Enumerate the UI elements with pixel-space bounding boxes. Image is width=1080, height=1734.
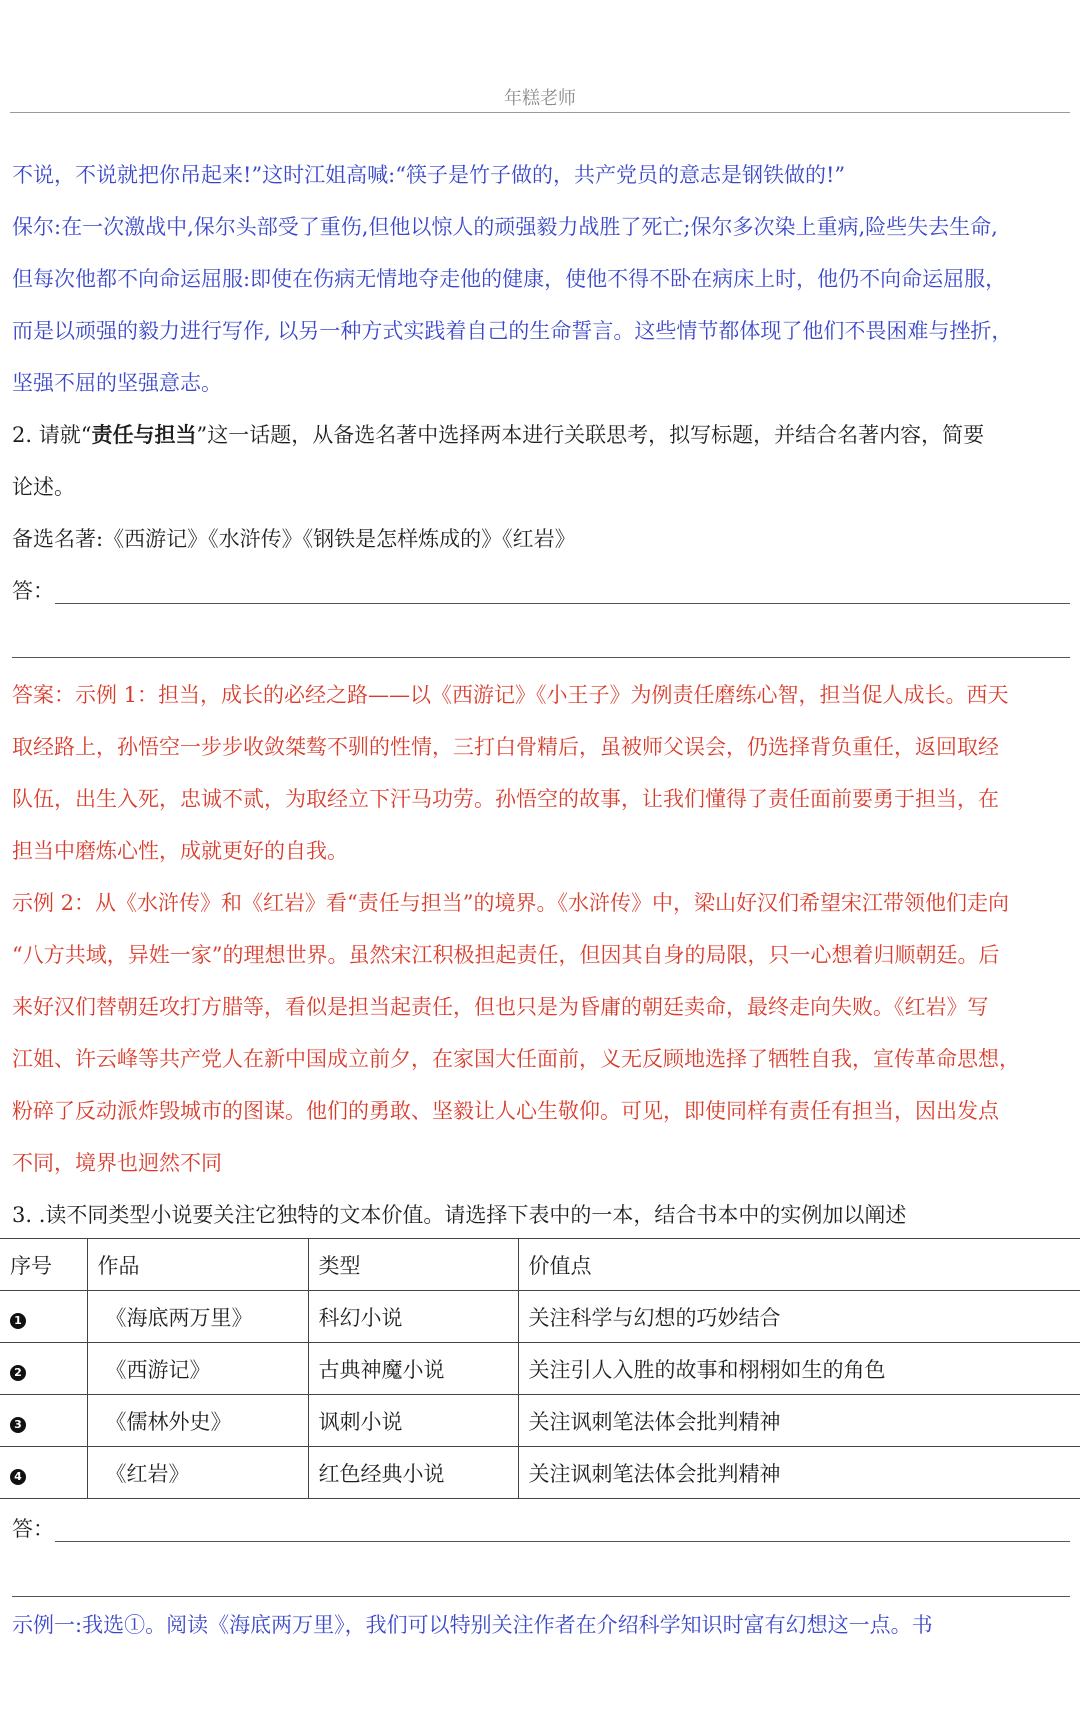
answer-text-line: 江姐、许云峰等共产党人在新中国成立前夕，在家国大任面前，义无反顾地选择了牺牲自我，宣传革命思想，: [12, 1047, 1020, 1071]
answer-text-line: 取经路上，孙悟空一步步收敛桀骜不驯的性情，三打白骨精后，虽被师父误会，仍选择背负重任，返回取经: [12, 735, 999, 759]
answer-label: 答：: [12, 1517, 54, 1541]
text-line: 而是以顽强的毅力进行写作, 以另一种方式实践着自己的生命誓言。这些情节都体现了他们不畏困难与挫折，: [12, 319, 1013, 343]
row-number-cell: [0, 1447, 87, 1499]
answer-line: [12, 657, 1070, 658]
answer-text-line: 不同，境界也迥然不同: [12, 1151, 222, 1175]
answer-text-line: 来好汉们替朝廷攻打方腊等，看似是担当起责任，但也只是为昏庸的朝廷卖命，最终走向失败。《红岩》写: [12, 995, 989, 1019]
question-3: 3. .读不同类型小说要关注它独特的文本价值。请选择下表中的一本，结合书本中的实例加以阐述: [12, 1203, 907, 1227]
circled-number-badge: 2: [10, 1365, 26, 1381]
answer-text-line: 粉碎了反动派炸毁城市的图谋。他们的勇敢、坚毅让人心生敬仰。可见，即使同样有责任有担当，因出发点: [12, 1099, 999, 1123]
table-row: [0, 1343, 1080, 1395]
type-cell: 讽刺小说: [308, 1395, 518, 1447]
row-number-cell: [0, 1343, 87, 1395]
table-header-cell: 作品: [87, 1239, 308, 1291]
answer-label: 答：: [12, 579, 54, 603]
work-cell: 《儒林外史》: [87, 1395, 308, 1447]
circled-number-badge: 1: [10, 1313, 26, 1329]
text-line: 坚强不屈的坚强意志。: [12, 371, 222, 395]
answer-text-line: 示例 2：从《水浒传》和《红岩》看“责任与担当”的境界。《水浒传》中，梁山好汉们希望宋江带领他们走向: [12, 891, 1010, 915]
header-divider: [10, 112, 1070, 113]
question-2-topic: 责任与担当: [91, 422, 197, 447]
question-2: [12, 418, 1068, 452]
text-line: 不说，不说就把你吊起来!”这时江姐高喊:“筷子是竹子做的，共产党员的意志是钢铁做的!”: [12, 163, 846, 187]
answer-text-line: 答案：示例 1：担当，成长的必经之路——以《西游记》《小王子》为例责任磨练心智，担当促人成长。西天: [12, 683, 1009, 707]
circled-number-badge: 4: [10, 1469, 26, 1485]
question-2-continuation: 论述。: [12, 475, 75, 499]
answer-text-line: “八方共域，异姓一家”的理想世界。虽然宋江积极担起责任，但因其自身的局限，只一心想着归顺朝廷。后: [12, 943, 1000, 967]
table-row: [0, 1447, 1080, 1499]
row-number-cell: [0, 1291, 87, 1343]
type-cell: 古典神魔小说: [308, 1343, 518, 1395]
text-line: 但每次他都不向命运屈服:即使在伤病无情地夺走他的健康，使他不得不卧在病床上时，他仍不向命运屈服，: [12, 267, 1007, 291]
table-row: [0, 1291, 1080, 1343]
table-row: [0, 1395, 1080, 1447]
answer-line: [55, 1541, 1070, 1542]
works-table: [0, 1238, 1080, 1499]
table-header-cell: 价值点: [518, 1239, 1080, 1291]
type-cell: 科幻小说: [308, 1291, 518, 1343]
value-cell: 关注讽刺笔法体会批判精神: [518, 1447, 1080, 1499]
value-cell: 关注科学与幻想的巧妙结合: [518, 1291, 1080, 1343]
work-cell: 《红岩》: [87, 1447, 308, 1499]
value-cell: 关注讽刺笔法体会批判精神: [518, 1395, 1080, 1447]
text-line: 保尔:在一次激战中,保尔头部受了重伤,但他以惊人的顽强毅力战胜了死亡;保尔多次染上重病,险些失去生命,: [12, 215, 998, 239]
answer-line: [55, 603, 1070, 604]
table-header-cell: 序号: [0, 1239, 87, 1291]
question-2-suffix: ”这一话题，从备选名著中选择两本进行关联思考，拟写标题，并结合名著内容，简要: [196, 423, 985, 447]
table-header-cell: 类型: [308, 1239, 518, 1291]
table-header-row: [0, 1239, 1080, 1291]
circled-number-badge: 3: [10, 1417, 26, 1433]
answer-text-line: 队伍，出生入死，忠诚不贰，为取经立下汗马功劳。孙悟空的故事，让我们懂得了责任面前要勇于担当，在: [12, 787, 999, 811]
page-header-title: 年糕老师: [504, 88, 576, 109]
work-cell: 《海底两万里》: [87, 1291, 308, 1343]
value-cell: 关注引人入胜的故事和栩栩如生的角色: [518, 1343, 1080, 1395]
answer-line: [12, 1596, 1070, 1597]
question-2-books: 备选名著:《西游记》《水浒传》《钢铁是怎样炼成的》《红岩》: [12, 527, 576, 551]
work-cell: 《西游记》: [87, 1343, 308, 1395]
question-2-prefix: 2. 请就“: [12, 423, 92, 447]
type-cell: 红色经典小说: [308, 1447, 518, 1499]
answer-text-line: 担当中磨炼心性，成就更好的自我。: [12, 839, 348, 863]
row-number-cell: [0, 1395, 87, 1447]
example-text-line: 示例一:我选①。阅读《海底两万里》，我们可以特别关注作者在介绍科学知识时富有幻想这一点。书: [12, 1613, 933, 1637]
